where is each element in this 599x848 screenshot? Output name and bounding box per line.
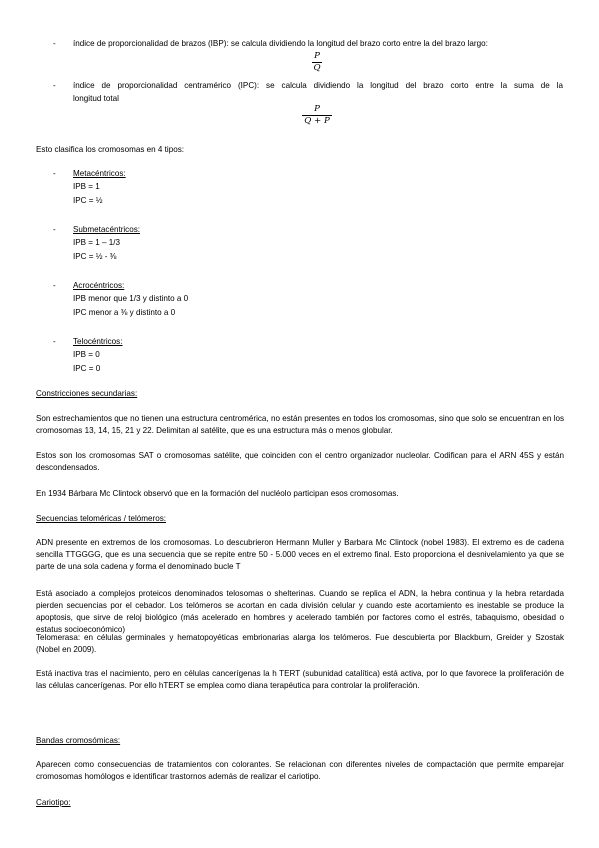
type-line: IPC = ½ <box>73 196 103 205</box>
type-line: IPB = 1 – 1/3 <box>73 238 121 247</box>
section-heading-cariotipo: Cariotipo: <box>36 798 71 807</box>
formula-numerator: P <box>314 51 320 61</box>
type-title-metacentricos: Metacéntricos: <box>73 169 126 178</box>
paragraph: Telomerasa: en células germinales y hematopoyéticas embrionarias alarga los telómeros. Fue descubierta por Blackburn, Greider y Szostak (Nobel en 2009). <box>36 633 564 654</box>
bullet-dash: - <box>53 81 56 90</box>
formula-ipc <box>300 104 334 127</box>
type-title-telocentricos: Telocéntricos: <box>73 337 123 346</box>
type-line: IPB = 1 <box>73 182 100 191</box>
bullet-dash: - <box>53 281 56 290</box>
ipc-definition-line1: índice de proporcionalidad centramérico (IPC): se calcula dividiendo la longitud del brazo corto entre la suma de la <box>73 81 563 90</box>
bullet-dash: - <box>53 337 56 346</box>
type-line: IPB menor que 1/3 y distinto a 0 <box>73 294 189 303</box>
type-line: IPB = 0 <box>73 350 100 359</box>
paragraph: Son estrechamientos que no tienen una estructura centromérica, no están presentes en todos los cromosomas, sino que solo se encuentran en los cromosomas 13, 14, 15, 21 y 22. Delimitan al satélite, que es una estructura más o menos globular. <box>36 414 564 435</box>
classifies-text: Esto clasifica los cromosomas en 4 tipos: <box>36 145 184 154</box>
bullet-dash: - <box>53 225 56 234</box>
section-heading-constricciones: Constricciones secundarias: <box>36 389 138 398</box>
section-heading-bandas: Bandas cromosómicas: <box>36 736 121 745</box>
bullet-dash: - <box>53 169 56 178</box>
paragraph: Aparecen como consecuencias de tratamientos con colorantes. Se relacionan con diferentes niveles de compactación que permite emparejar cromosomas homólogos e identificar trastornos además de realizar el cariotipo. <box>36 760 564 781</box>
paragraph: Está asociado a complejos proteicos denominados telosomas o shelterinas. Cuando se replica el ADN, la hebra continua y la hebra retardada pierden secuencias por el cebador. Los telómeros se acortan en cada división celular y cuando este acortamiento es inestable se produce la apoptosis, que sirve de reloj biológico (más acelerado en hombres y acelerado también por factores como el estrés, tabaquismo, obesidad o estatus socioeconómico) <box>36 589 564 634</box>
type-title-acrocentricos: Acrocéntricos: <box>73 281 125 290</box>
section-heading-telomeros: Secuencias teloméricas / telómeros: <box>36 514 167 523</box>
formula-ibp <box>310 51 324 74</box>
formula-numerator: P <box>314 104 320 114</box>
paragraph: En 1934 Bárbara Mc Clintock observó que en la formación del nucléolo participan esos cromosomas. <box>36 489 399 498</box>
bullet-dash: - <box>53 39 56 48</box>
type-line: IPC = ½ - ⅜ <box>73 252 117 261</box>
ibp-definition: índice de proporcionalidad de brazos (IBP): se calcula dividiendo la longitud del brazo corto entre la del brazo largo: <box>73 39 488 48</box>
ipc-definition-line2: longitud total <box>73 94 119 103</box>
paragraph: Estos son los cromosomas SAT o cromosomas satélite, que coinciden con el centro organizador nucleolar. Codifican para el ARN 45S y están descondensados. <box>36 451 564 472</box>
paragraph: ADN presente en extremos de los cromosomas. Lo descubrieron Hermann Muller y Barbara Mc Clintock (nobel 1983). El extremo es de cadena sencilla TTGGGG, que es una secuencia que se repite entre 50 - 5.000 veces en el extremo final. Esto proporciona el desnivelamiento ya que se parte de una sola cadena y forma el denominado bucle T <box>36 538 564 571</box>
type-line: IPC menor a ⅜ y distinto a 0 <box>73 308 176 317</box>
type-line: IPC = 0 <box>73 364 101 373</box>
paragraph: Está inactiva tras el nacimiento, pero en células cancerígenas la h TERT (subunidad catalítica) está activa, por lo que favorece la proliferación de las células cancerígenas. Por ello hTERT se emplea como diana terapéutica para controlar la proliferación. <box>36 669 564 690</box>
formula-denominator: Q <box>313 63 321 73</box>
formula-denominator: Q + P <box>304 116 330 126</box>
type-title-submetacentricos: Submetacéntricos: <box>73 225 141 234</box>
